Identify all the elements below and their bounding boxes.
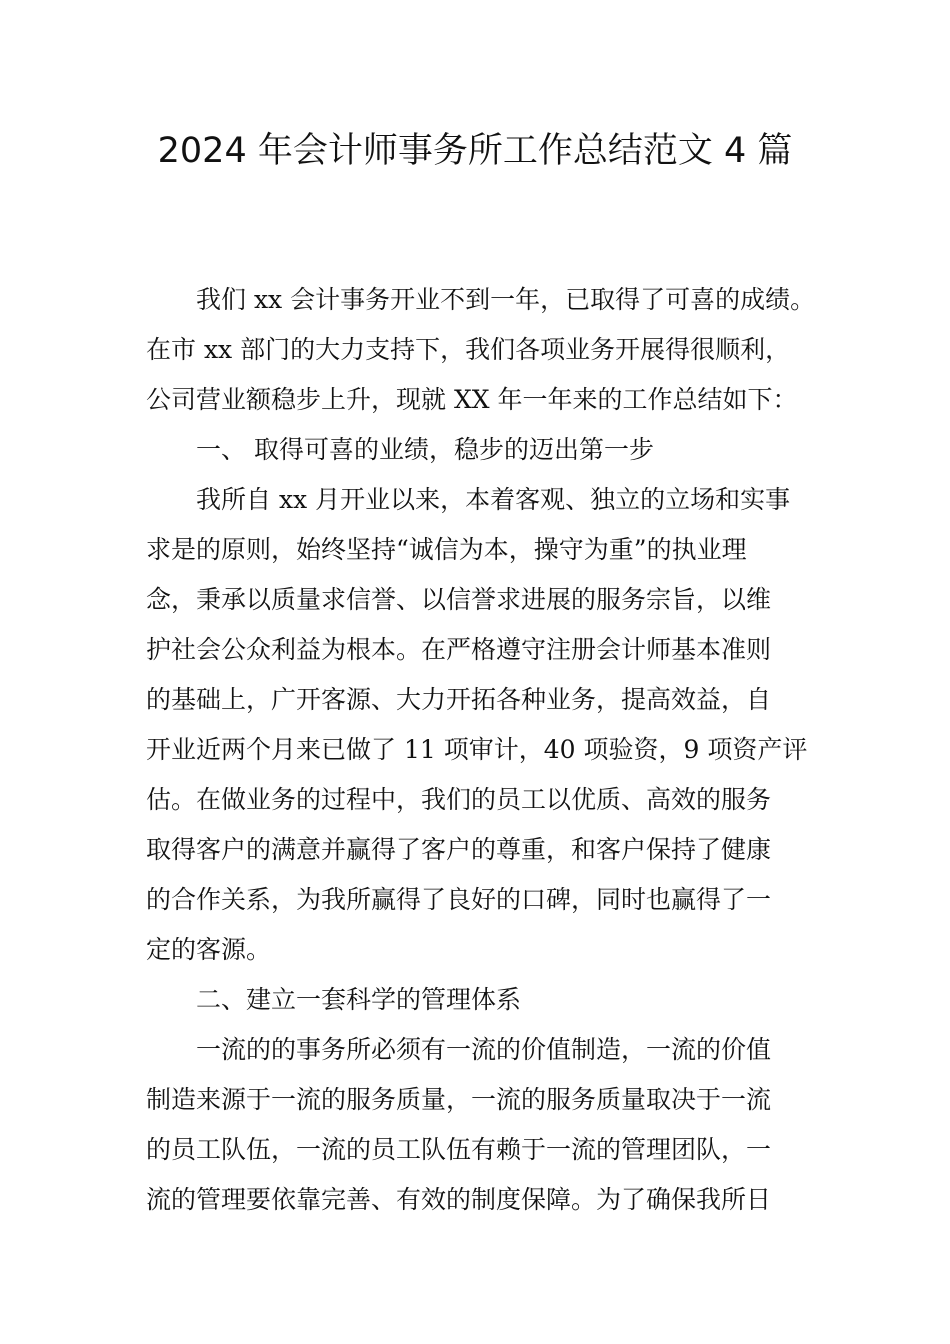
section-heading: 二、建立一套科学的管理体系	[196, 985, 522, 1014]
paragraph-line: 定的客源。	[146, 935, 272, 964]
paragraph-line: 在市 xx 部门的大力支持下，我们各项业务开展得很顺利，	[146, 335, 791, 364]
paragraph-line: 的基础上，广开客源、大力开拓各种业务，提高效益，自	[146, 685, 772, 714]
paragraph-line: 取得客户的满意并赢得了客户的尊重，和客户保持了健康	[146, 835, 772, 864]
paragraph-line: 公司营业额稳步上升，现就 XX 年一年来的工作总结如下：	[146, 385, 798, 414]
paragraph-line: 开业近两个月来已做了 11 项审计，40 项验资，9 项资产评	[146, 735, 808, 764]
paragraph-line: 估。在做业务的过程中，我们的员工以优质、高效的服务	[146, 785, 772, 814]
section-heading: 一、 取得可喜的业绩，稳步的迈出第一步	[196, 435, 654, 464]
paragraph-line: 护社会公众利益为根本。在严格遵守注册会计师基本准则	[146, 635, 772, 664]
paragraph-line: 的合作关系，为我所赢得了良好的口碑，同时也赢得了一	[146, 885, 772, 914]
document-body	[146, 275, 816, 1225]
paragraph-line: 我所自 xx 月开业以来，本着客观、独立的立场和实事	[196, 485, 791, 514]
paragraph-line: 一流的的事务所必须有一流的价值制造，一流的价值	[196, 1035, 772, 1064]
paragraph-line: 我们 xx 会计事务开业不到一年，已取得了可喜的成绩。	[196, 285, 816, 314]
paragraph-line: 念，秉承以质量求信誉、以信誉求进展的服务宗旨，以维	[146, 585, 772, 614]
paragraph-line: 求是的原则，始终坚持“诚信为本，操守为重”的执业理	[146, 535, 747, 564]
paragraph-line: 流的管理要依靠完善、有效的制度保障。为了确保我所日	[146, 1185, 772, 1214]
paragraph-line: 的员工队伍，一流的员工队伍有赖于一流的管理团队，一	[146, 1135, 772, 1164]
document-title: 2024 年会计师事务所工作总结范文 4 篇	[157, 131, 793, 171]
paragraph-line: 制造来源于一流的服务质量，一流的服务质量取决于一流	[146, 1085, 772, 1114]
